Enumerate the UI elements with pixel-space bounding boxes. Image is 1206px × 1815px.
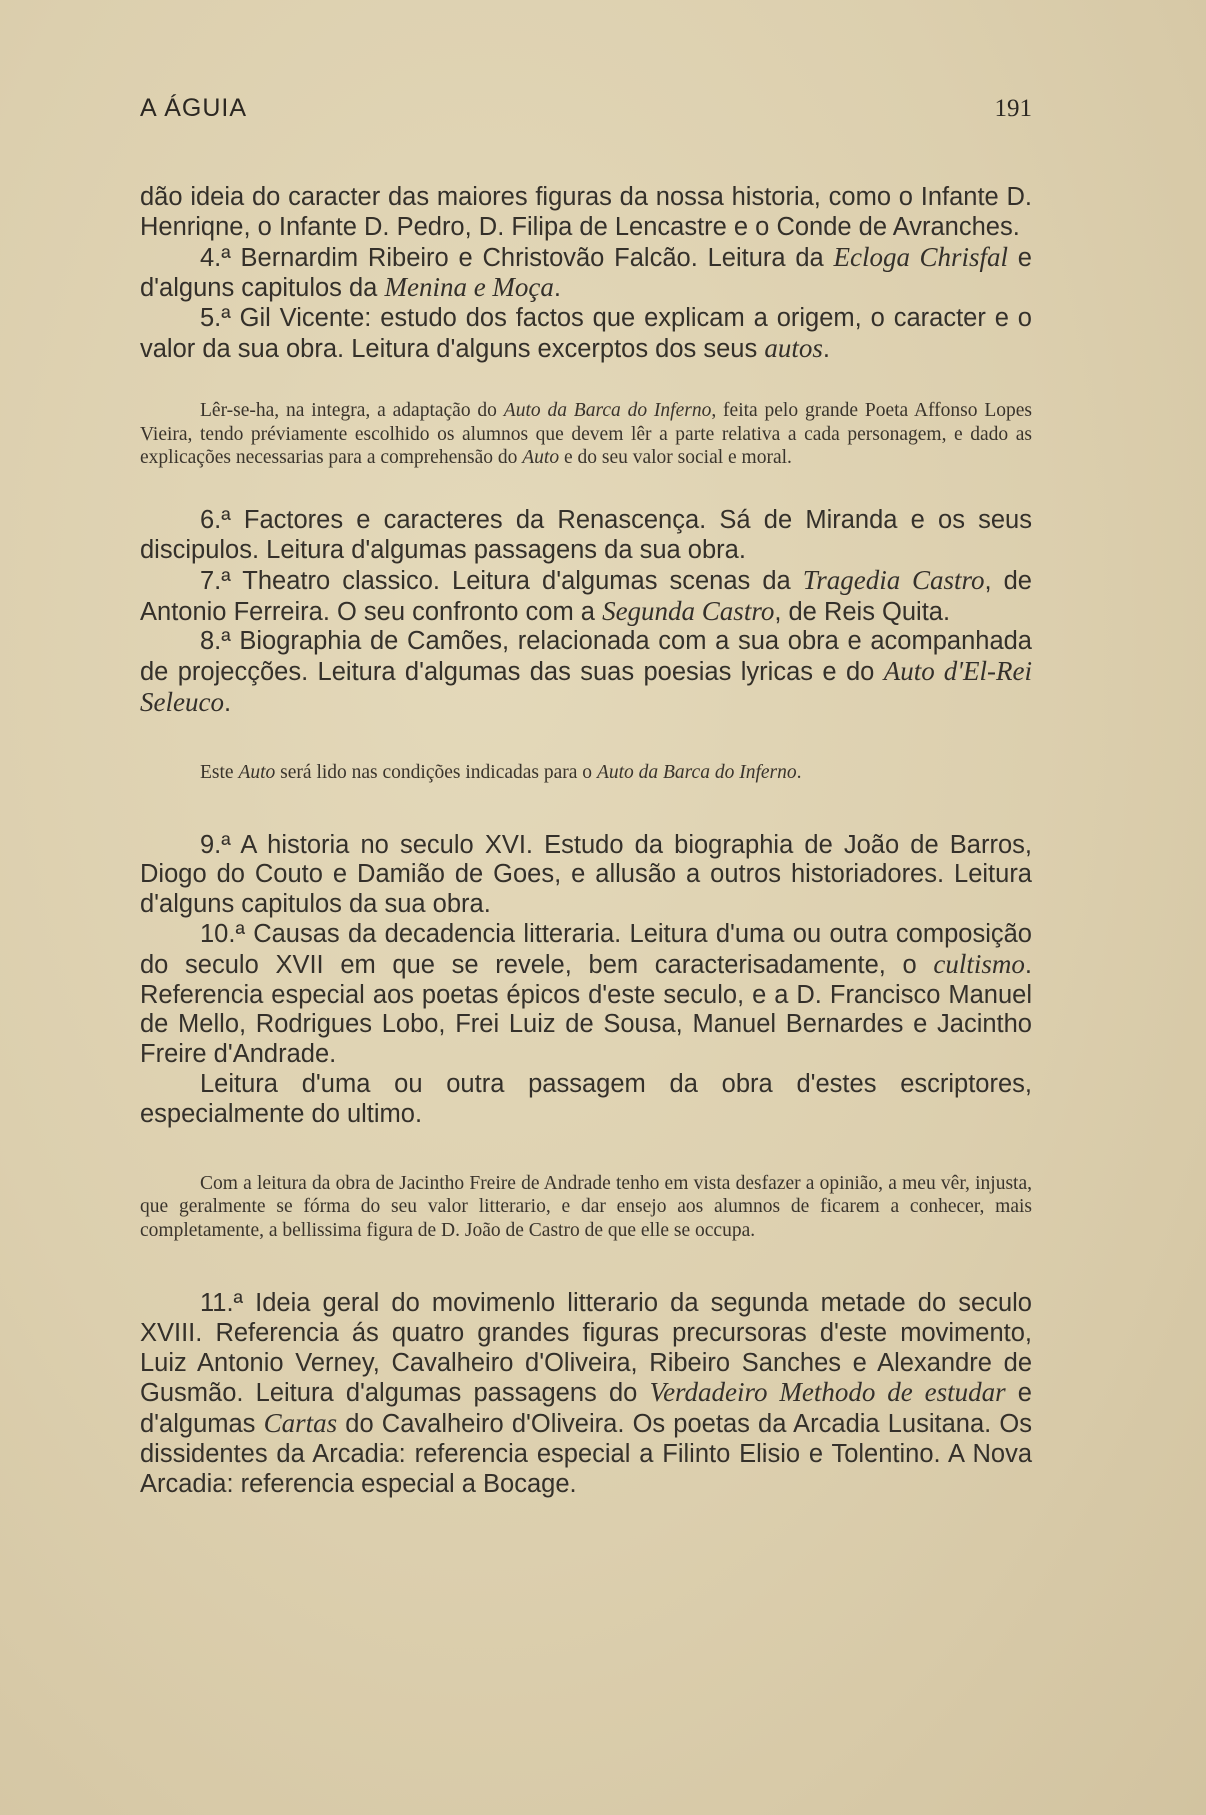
paragraph-gap bbox=[140, 785, 1032, 831]
body-paragraph: 5.ª Gil Vicente: estudo dos factos que explicam a origem, o caracter e o valor da sua obra. Leitura d'alguns excerptos dos seus autos. bbox=[140, 304, 1032, 363]
body-paragraph: 10.ª Causas da decadencia litteraria. Leitura d'uma ou outra composição do seculo XVII em que se revele, bem caracterisadamente, o cultismo. Referencia especial aos poetas épicos d'este seculo, e a D. Francisco Manuel de Mello, Rodrigues Lobo, Frei Luiz de Sousa, Manuel Bernardes e Jacintho Freire d'Andrade. bbox=[140, 919, 1032, 1069]
footnote-paragraph: Lêr-se-ha, na integra, a adaptação do Auto da Barca do Inferno, feita pelo grande Poeta Affonso Lopes Vieira, tendo préviamente escolhido os alumnos que devem lêr a parte relativa a cada personagem, e dado as explicações necessarias para a comprehensão do Auto e do seu valor social e moral. bbox=[140, 399, 1032, 469]
footnote-paragraph: Com a leitura da obra de Jacintho Freire de Andrade tenho em vista desfazer a opinião, a meu vêr, injusta, que geralmente se fórma do seu valor litterario, e dar ensejo aos alumnos de ficarem a conhecer, mais completamente, a bellissima figura de D. João de Castro de que elle se occupa. bbox=[140, 1172, 1032, 1242]
paragraph-gap bbox=[140, 1130, 1032, 1172]
body-paragraph: 6.ª Factores e caracteres da Renascença. Sá de Miranda e os seus discipulos. Leitura d'algumas passagens da sua obra. bbox=[140, 506, 1032, 564]
body-paragraph: 4.ª Bernardim Ribeiro e Christovão Falcão. Leitura da Ecloga Chrisfal e d'alguns capitulos da Menina e Moça. bbox=[140, 241, 1032, 303]
body-paragraph: dão ideia do caracter das maiores figuras da nossa historia, como o Infante D. Henriqne, o Infante D. Pedro, D. Filipa de Lencastre e o Conde de Avranches. bbox=[140, 183, 1032, 241]
footnote-paragraph: Este Auto será lido nas condições indicadas para o Auto da Barca do Inferno. bbox=[200, 761, 802, 783]
page-body bbox=[140, 183, 1032, 1499]
body-paragraph: Leitura d'uma ou outra passagem da obra d'estes escriptores, especialmente do ultimo. bbox=[140, 1069, 1032, 1128]
journal-title: A ÁGUIA bbox=[140, 94, 248, 122]
paragraph-gap bbox=[140, 719, 1032, 761]
body-paragraph: 9.ª A historia no seculo XVI. Estudo da biographia de João de Barros, Diogo do Couto e Damião de Goes, e allusão a outros historiadores. Leitura d'alguns capitulos da sua obra. bbox=[140, 830, 1032, 919]
page-number: 191 bbox=[994, 95, 1032, 122]
running-header bbox=[140, 94, 1032, 123]
paragraph-gap bbox=[140, 470, 1032, 506]
body-paragraph: 11.ª Ideia geral do movimenlo litterario da segunda metade do seculo XVIII. Referencia ás quatro grandes figuras precursoras d'este movimento, Luiz Antonio Verney, Cavalheiro d'Oliveira, Ribeiro Sanches e Alexandre de Gusmão. Leitura d'algumas passagens do Verdadeiro Methodo de estudar e d'algumas Cartas do Cavalheiro d'Oliveira. Os poetas da Arcadia Lusitana. Os dissidentes da Arcadia: referencia especial a Filinto Elisio e Tolentino. A Nova Arcadia: referencia especial a Bocage. bbox=[140, 1288, 1032, 1498]
body-paragraph: 7.ª Theatro classico. Leitura d'algumas scenas da Tragedia Castro, de Antonio Ferreira. O seu confronto com a Segunda Castro, de Reis Quita. bbox=[140, 564, 1032, 626]
paragraph-gap bbox=[140, 1243, 1032, 1289]
body-paragraph: 8.ª Biographia de Camões, relacionada com a sua obra e acompanhada de projecções. Leitura d'algumas das suas poesias lyricas e do Auto d'El-Rei Seleuco. bbox=[140, 627, 1033, 717]
paragraph-gap bbox=[140, 365, 1032, 399]
